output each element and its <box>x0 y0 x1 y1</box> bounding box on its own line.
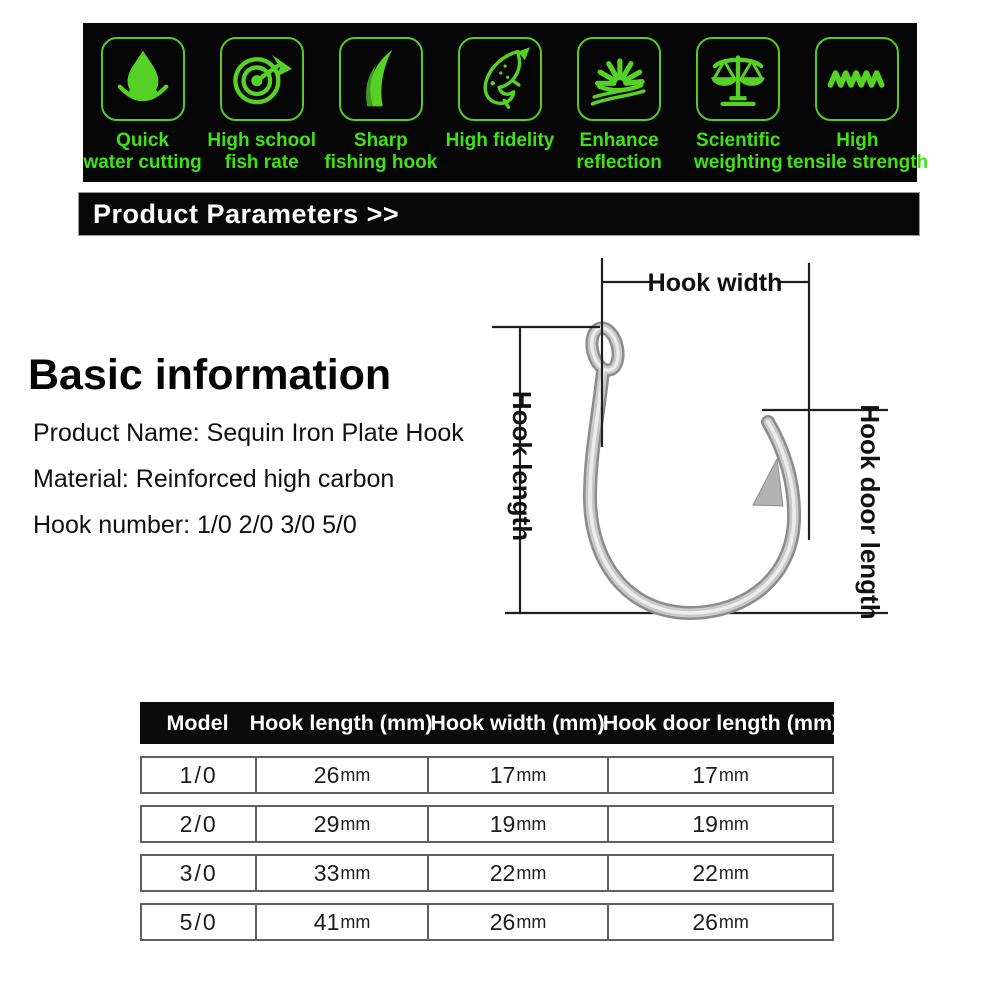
value: 22 <box>692 859 718 886</box>
hook-door-cell <box>607 905 832 939</box>
hook-length-cell <box>255 856 427 890</box>
model-cell: 3/0 <box>179 859 218 886</box>
basic-info-title: Basic information <box>28 351 392 399</box>
model-cell: 2/0 <box>179 810 218 837</box>
feature-label: Enhance reflection <box>576 130 662 173</box>
fishing-hook-illustration <box>588 325 794 613</box>
table-row <box>140 854 834 892</box>
unit: mm <box>516 764 547 785</box>
table-row <box>140 903 834 941</box>
feature-label: Scientific weighting <box>693 130 783 173</box>
value: 19 <box>692 810 718 837</box>
value: 19 <box>489 810 516 837</box>
hook-width-cell <box>427 807 607 841</box>
hook-length-cell <box>255 807 427 841</box>
feature-label: Quick water cutting <box>83 130 202 173</box>
model-cell: 1/0 <box>179 761 218 788</box>
unit: mm <box>516 911 547 932</box>
feature-label: High fidelity <box>445 130 555 151</box>
hook-door-cell <box>607 758 832 792</box>
unit: mm <box>340 862 371 883</box>
header-hook-length: Hook length (mm) <box>249 710 433 735</box>
model-cell: 5/0 <box>179 908 218 935</box>
unit: mm <box>516 862 547 883</box>
value: 22 <box>489 859 516 886</box>
value: 29 <box>313 810 340 837</box>
unit: mm <box>340 911 371 932</box>
hook-door-cell <box>607 807 832 841</box>
feature-label: High tensile strength <box>786 130 929 173</box>
value: 26 <box>313 761 340 788</box>
feature-label: Sharp fishing hook <box>324 130 438 173</box>
unit: mm <box>340 764 371 785</box>
value: 17 <box>692 761 718 788</box>
product-name-line: Product Name: Sequin Iron Plate Hook <box>33 419 464 447</box>
unit: mm <box>718 911 749 932</box>
product-parameters-title: Product Parameters >> <box>93 198 400 229</box>
header-hook-door-length: Hook door length (mm) <box>602 710 840 735</box>
hook-barb <box>753 459 783 506</box>
value: 33 <box>313 859 340 886</box>
value: 41 <box>313 908 340 935</box>
header-model: Model <box>166 710 229 735</box>
hook-width-cell <box>427 856 607 890</box>
unit: mm <box>340 813 371 834</box>
hook-door-cell <box>607 856 832 890</box>
hook-length-cell <box>255 758 427 792</box>
hook-length-label: Hook length <box>507 390 537 542</box>
unit: mm <box>718 764 749 785</box>
hook-width-cell <box>427 758 607 792</box>
unit: mm <box>718 813 749 834</box>
hook-number-line: Hook number: 1/0 2/0 3/0 5/0 <box>33 511 357 539</box>
table-row <box>140 805 834 843</box>
hook-width-cell <box>427 905 607 939</box>
unit: mm <box>718 862 749 883</box>
feature-label: High school fish rate <box>207 130 317 173</box>
unit: mm <box>516 813 547 834</box>
value: 26 <box>489 908 516 935</box>
spec-table-header <box>140 702 840 744</box>
table-row <box>140 756 834 794</box>
header-hook-width: Hook width (mm) <box>430 710 605 735</box>
material-line: Material: Reinforced high carbon <box>33 465 395 493</box>
value: 26 <box>692 908 718 935</box>
hook-width-label: Hook width <box>647 269 783 297</box>
hook-door-length-label: Hook door length <box>855 404 885 620</box>
hook-length-cell <box>255 905 427 939</box>
value: 17 <box>489 761 516 788</box>
